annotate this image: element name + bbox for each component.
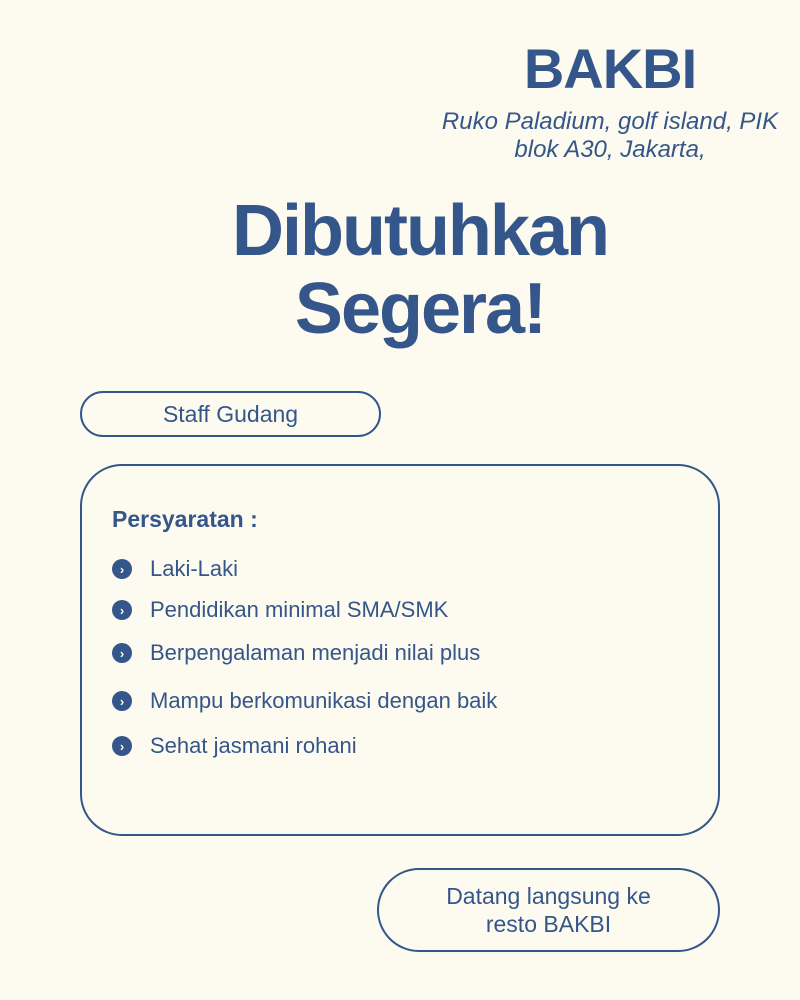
cta-line-1: Datang langsung ke	[446, 883, 651, 909]
requirements-card	[80, 464, 720, 836]
requirements-title: Persyaratan :	[112, 506, 258, 532]
chevron-right-circle-icon: ›	[112, 643, 132, 663]
cta-badge	[377, 868, 720, 952]
requirement-text: Pendidikan minimal SMA/SMK	[150, 597, 449, 622]
brand-logo: BAKBI	[523, 37, 697, 100]
requirement-text: Berpengalaman menjadi nilai plus	[150, 640, 481, 665]
address-line-1: Ruko Paladium, golf island, PIK	[441, 108, 779, 135]
requirement-item	[112, 597, 448, 623]
requirement-item	[112, 556, 238, 582]
headline-line-1: Dibutuhkan	[232, 191, 608, 271]
chevron-right-circle-icon: ›	[112, 559, 132, 579]
chevron-right-circle-icon: ›	[112, 736, 132, 756]
requirement-item	[112, 688, 497, 714]
address-line-2: blok A30, Jakarta,	[514, 136, 706, 163]
address	[420, 108, 800, 164]
chevron-right-circle-icon: ›	[112, 600, 132, 620]
requirement-text: Laki-Laki	[150, 556, 239, 581]
requirement-item	[112, 640, 480, 666]
requirement-item	[112, 733, 357, 759]
cta-line-2: resto BAKBI	[485, 911, 612, 937]
headline	[180, 192, 660, 348]
requirement-text: Sehat jasmani rohani	[150, 733, 357, 758]
position-badge: Staff Gudang	[80, 391, 381, 437]
chevron-right-circle-icon: ›	[112, 691, 132, 711]
headline-line-2: Segera!	[294, 269, 546, 349]
requirement-text: Mampu berkomunikasi dengan baik	[150, 688, 498, 713]
